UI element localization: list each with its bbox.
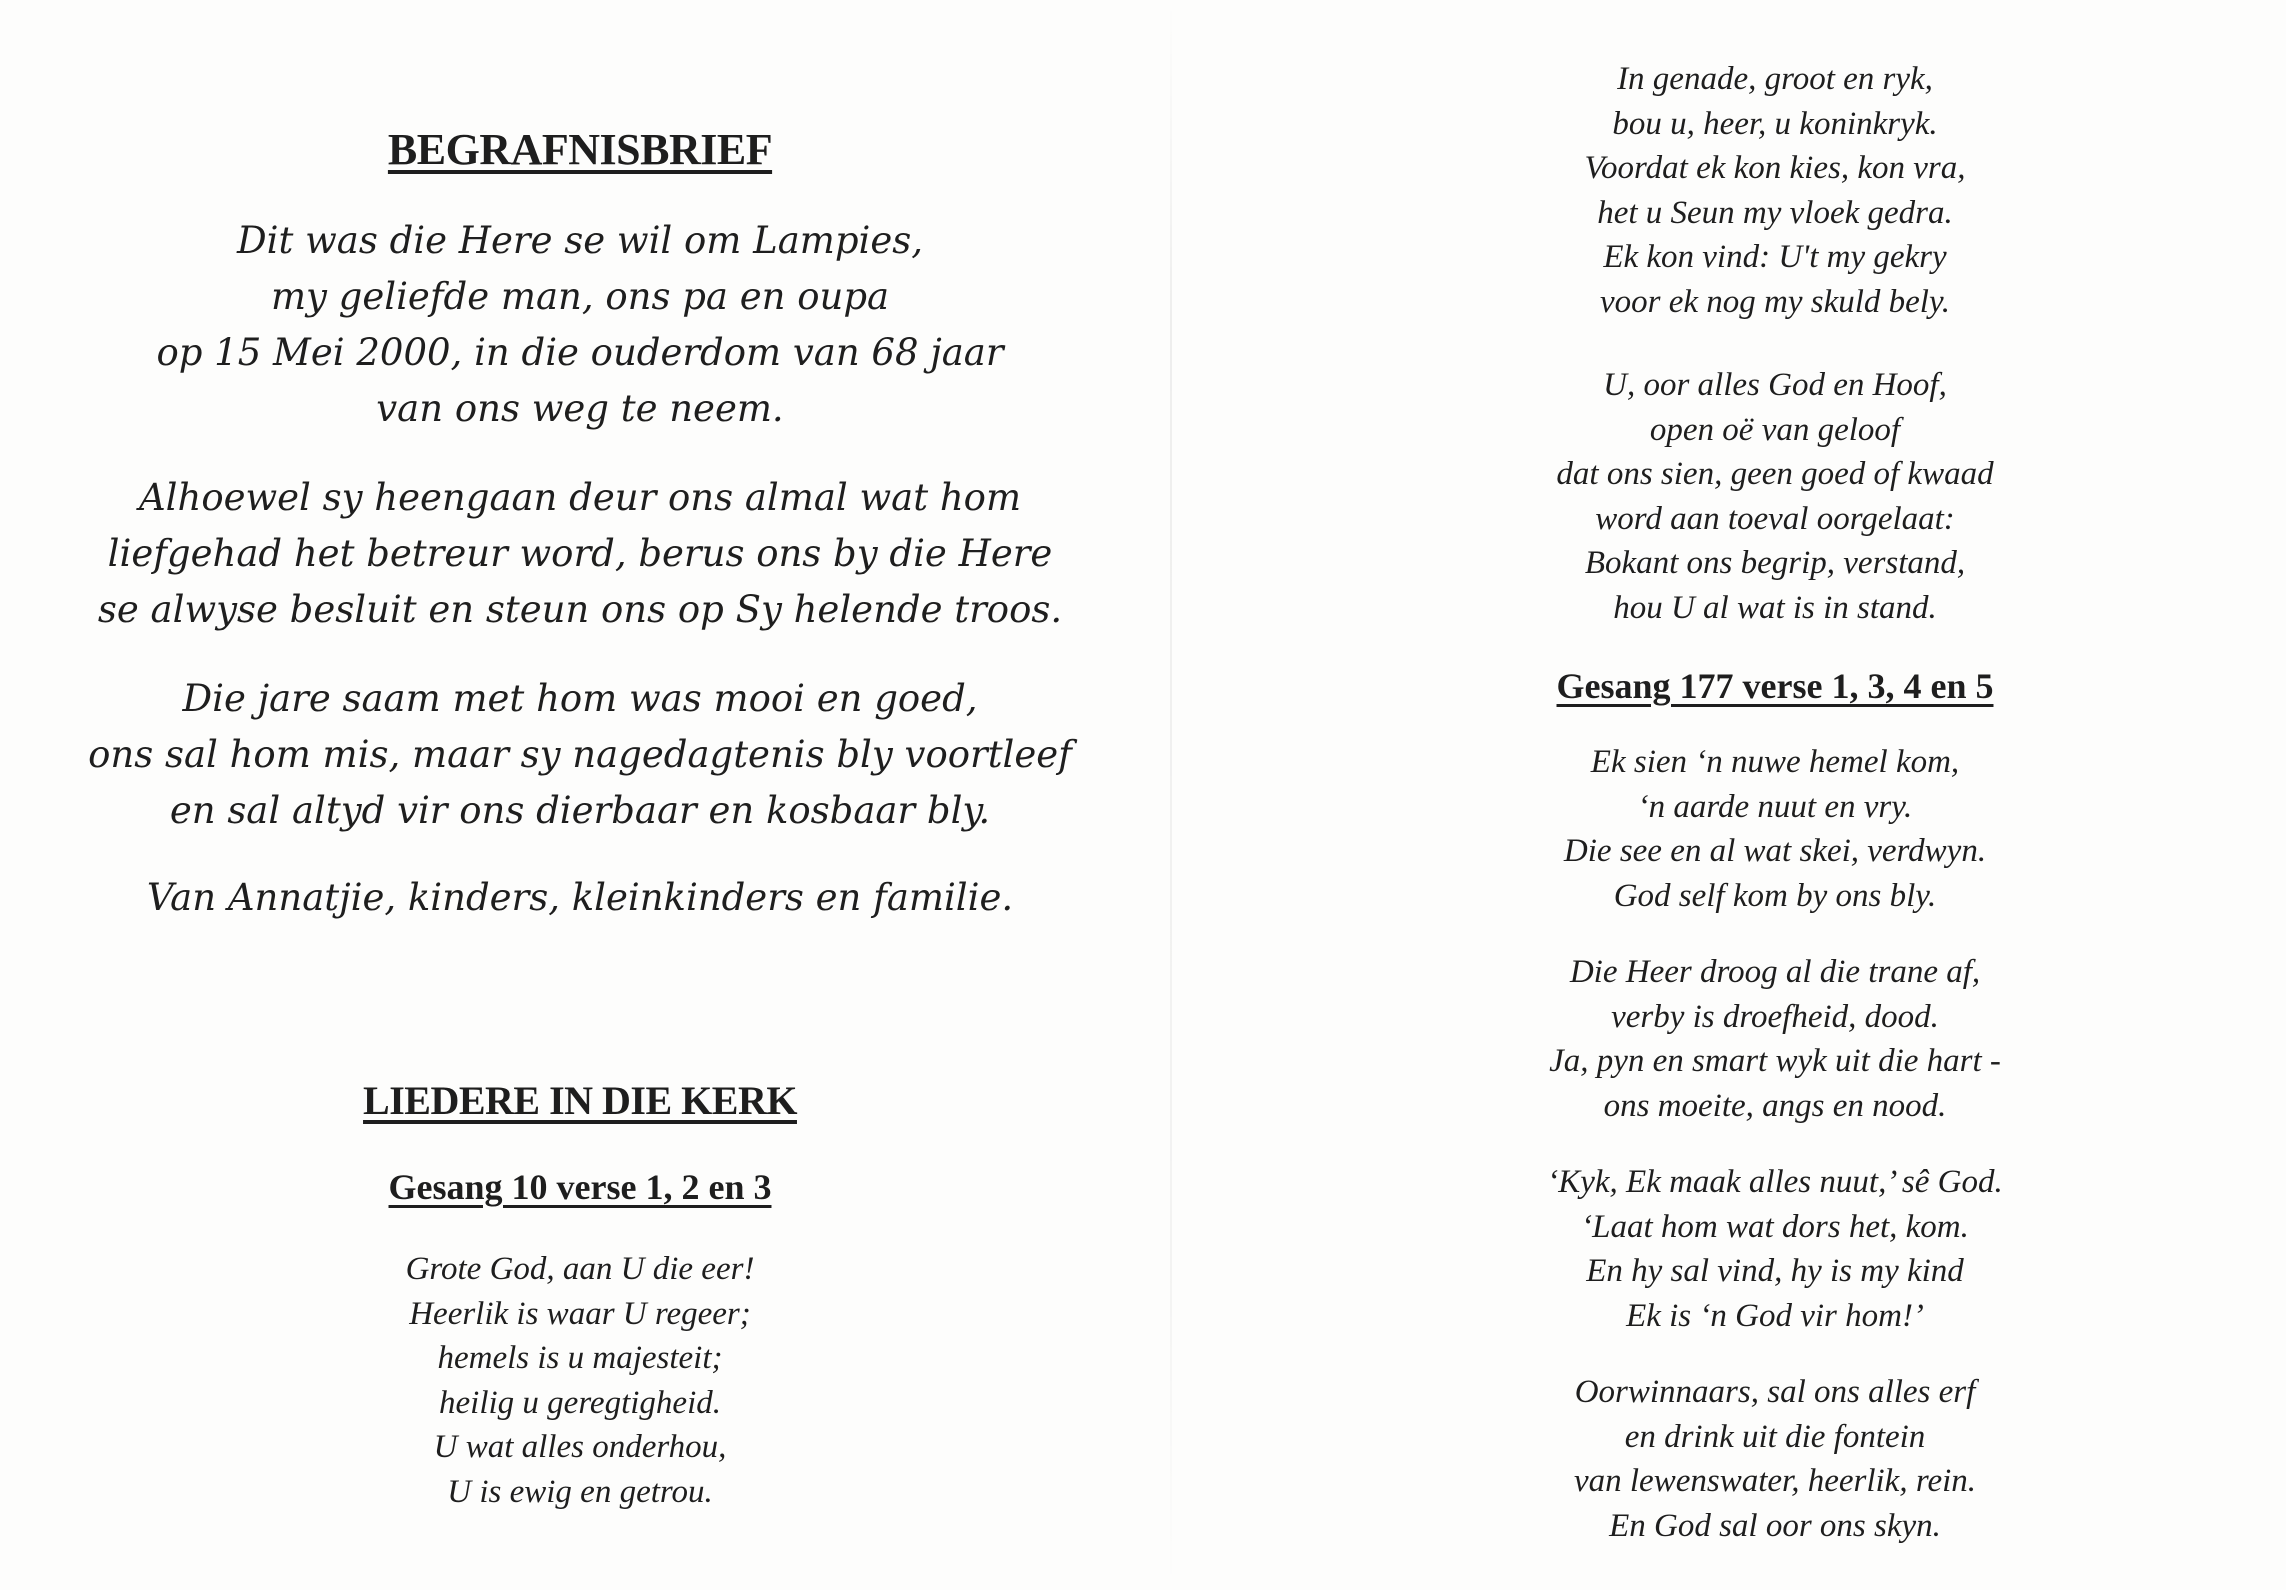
notice-line: Van Annatjie, kinders, kleinkinders en familie. xyxy=(146,876,1014,919)
verse-line: Ja, pyn en smart wyk uit die hart - xyxy=(1549,1043,2001,1080)
notice-line: op 15 Mei 2000, in die ouderdom van 68 jaar xyxy=(156,331,1004,374)
notice-line: my geliefde man, ons pa en oupa xyxy=(270,275,890,318)
verse-line: bou u, heer, u koninkryk. xyxy=(1612,105,1938,142)
notice-line: van ons weg te neem. xyxy=(376,387,784,430)
verse-line: hou U al wat is in stand. xyxy=(1613,589,1937,626)
verse-line: hemels is u majesteit; xyxy=(437,1340,723,1377)
notice-paragraph-2 xyxy=(60,470,1100,638)
verse-line: voor ek nog my skuld bely. xyxy=(1599,283,1951,320)
verse-line: dat ons sien, geen goed of kwaad xyxy=(1556,456,1994,493)
verse-line: Ek sien ‘n nuwe hemel kom, xyxy=(1590,744,1960,780)
notice-signature xyxy=(60,870,1100,926)
verse-line: U wat alles onderhou, xyxy=(433,1429,727,1466)
hymn-2-verse-1 xyxy=(1255,740,2286,918)
verse-line: van lewenswater, heerlik, rein. xyxy=(1573,1463,1977,1500)
songs-title: LIEDERE IN DIE KERK xyxy=(363,1078,797,1123)
verse-line: Bokant ons begrip, verstand, xyxy=(1584,545,1966,582)
hymn-1-verse-continued-b xyxy=(1255,363,2286,631)
verse-line: en drink uit die fontein xyxy=(1624,1418,1926,1455)
verse-line: Die see en al wat skei, verdwyn. xyxy=(1563,833,1987,870)
verse-line: Voordat ek kon kies, kon vra, xyxy=(1584,150,1966,187)
notice-line: en sal altyd vir ons dierbaar en kosbaar bly. xyxy=(169,789,991,832)
verse-line: Ek is ‘n God vir hom!’ xyxy=(1626,1297,1924,1334)
verse-line: En God sal oor ons skyn. xyxy=(1609,1507,1941,1544)
hymn-2-title: Gesang 177 verse 1, 3, 4 en 5 xyxy=(1556,666,1994,706)
page-fold xyxy=(1170,0,1172,1590)
notice-paragraph-1 xyxy=(60,213,1100,437)
verse-line: Heerlik is waar U regeer; xyxy=(409,1295,751,1332)
verse-line: open oë van geloof xyxy=(1649,411,1901,448)
hymn-1-title: Gesang 10 verse 1, 2 en 3 xyxy=(388,1167,772,1207)
notice-line: Alhoewel sy heengaan deur ons almal wat hom xyxy=(138,476,1022,519)
hymn-2-verse-4 xyxy=(1255,1160,2286,1338)
verse-line: God self kom by ons bly. xyxy=(1613,877,1937,914)
verse-line: het u Seun my vloek gedra. xyxy=(1597,194,1953,231)
verse-line: ons moeite, angs en nood. xyxy=(1603,1087,1947,1124)
verse-line: verby is droefheid, dood. xyxy=(1611,998,1939,1035)
verse-line: En hy sal vind, hy is my kind xyxy=(1586,1253,1964,1290)
verse-line: Oorwinnaars, sal ons alles erf xyxy=(1574,1374,1976,1410)
notice-line: se alwyse besluit en steun ons op Sy helende troos. xyxy=(97,588,1063,631)
verse-line: ‘Laat hom wat dors het, kom. xyxy=(1581,1208,1969,1245)
verse-line: ‘Kyk, Ek maak alles nuut,’ sê God. xyxy=(1547,1164,2003,1200)
notice-line: ons sal hom mis, maar sy nagedagtenis bly voortleef xyxy=(88,733,1072,776)
right-page xyxy=(1255,0,2286,1590)
notice-line: Die jare saam met hom was mooi en goed, xyxy=(182,677,978,720)
hymn-2-verse-5 xyxy=(1255,1370,2286,1548)
notice-line: Dit was die Here se wil om Lampies, xyxy=(236,219,924,262)
notice-paragraph-3 xyxy=(60,671,1100,839)
verse-line: U, oor alles God en Hoof, xyxy=(1603,367,1947,403)
page-title: BEGRAFNISBRIEF xyxy=(387,125,773,174)
verse-line: In genade, groot en ryk, xyxy=(1617,61,1933,97)
verse-line: Ek kon vind: U't my gekry xyxy=(1603,239,1947,276)
verse-line: word aan toeval oorgelaat: xyxy=(1595,500,1955,537)
verse-line: Grote God, aan U die eer! xyxy=(405,1251,755,1287)
hymn-2-verse-3 xyxy=(1255,950,2286,1128)
verse-line: U is ewig en getrou. xyxy=(447,1473,713,1510)
verse-line: Die Heer droog al die trane af, xyxy=(1569,954,1981,990)
left-page xyxy=(60,0,1100,1590)
verse-line: heilig u geregtigheid. xyxy=(439,1384,721,1421)
verse-line: ‘n aarde nuut en vry. xyxy=(1637,788,1913,825)
notice-line: liefgehad het betreur word, berus ons by die Here xyxy=(107,532,1053,575)
hymn-1-verse xyxy=(60,1247,1100,1515)
hymn-1-verse-continued-a xyxy=(1255,57,2286,325)
